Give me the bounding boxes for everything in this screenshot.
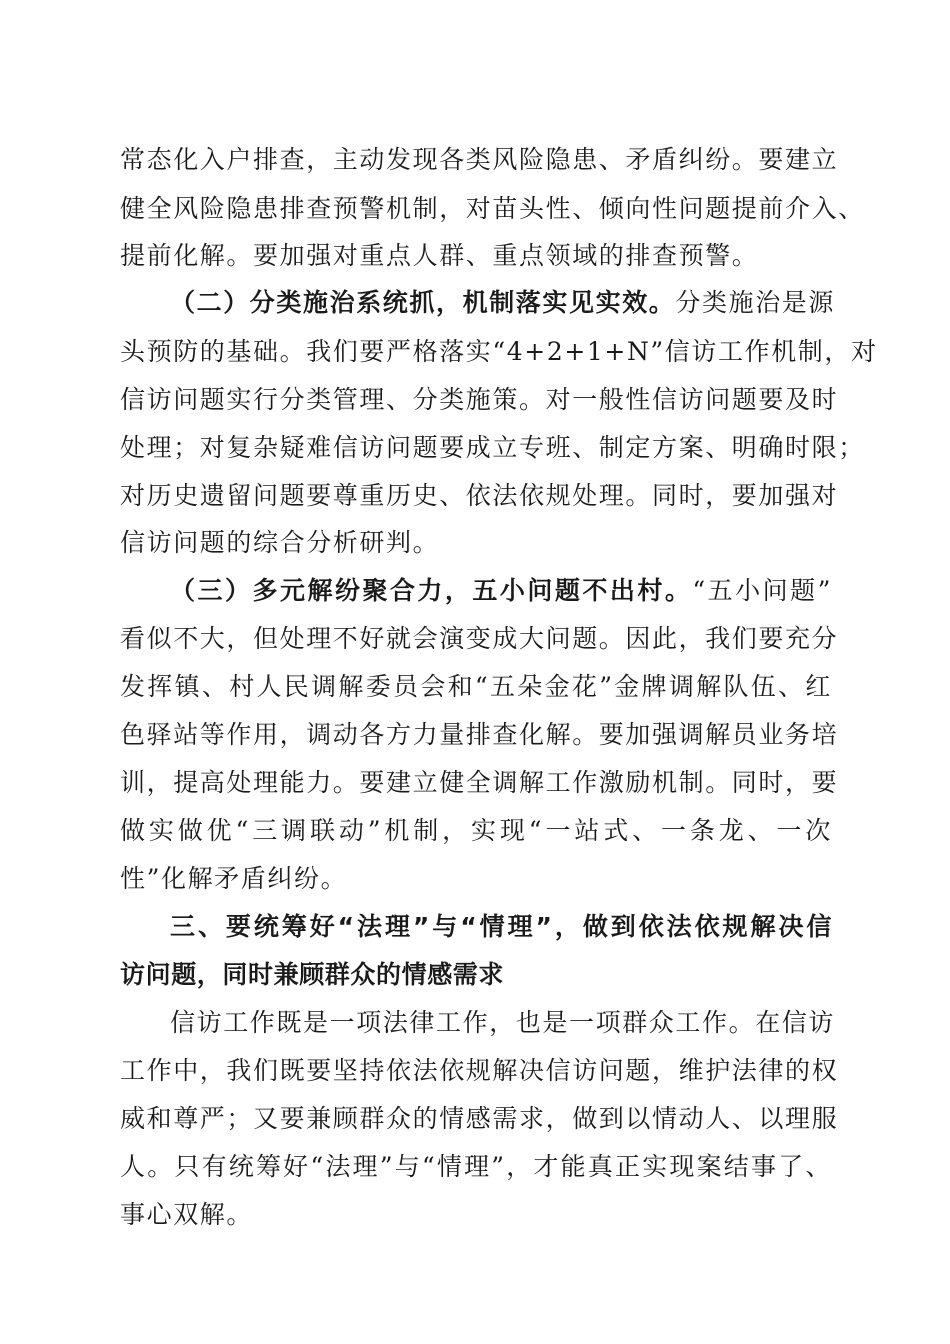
paragraph-3-line-6: 性”化解矛盾纠纷。	[120, 864, 348, 893]
paragraph-4-line-3: 人。只有统筹好“法理”与“情理”，才能真正实现案结事了、	[120, 1152, 832, 1181]
paragraph-3-line-2: 发挥镇、村人民调解委员会和“五朵金花”金牌调解队伍、红	[120, 672, 832, 701]
paragraph-3-line-5: 做实做优“三调联动”机制，实现“一站式、一条龙、一次	[120, 816, 832, 845]
paragraph-2-line-4: 对历史遗留问题要尊重历史、依法依规处理。同时，要加强对	[120, 481, 839, 510]
paragraph-4-line-1: 工作中，我们既要坚持依法依规解决信访问题，维护法律的权	[120, 1056, 839, 1085]
section-3-heading-line-2: 访问题，同时兼顾群众的情感需求	[120, 960, 505, 989]
paragraph-1-line-3: 提前化解。要加强对重点人群、重点领域的排查预警。	[120, 241, 759, 270]
paragraph-3-lead-rest: “五小问题”	[692, 576, 832, 605]
paragraph-1-line-2: 健全风险隐患排查预警机制，对苗头性、倾向性问题提前介入、	[120, 194, 865, 223]
paragraph-1-line-1: 常态化入户排查，主动发现各类风险隐患、矛盾纠纷。要建立	[120, 145, 839, 174]
paragraph-2-line-3: 处理；对复杂疑难信访问题要成立专班、制定方案、明确时限；	[120, 433, 865, 462]
paragraph-2-lead-rest: 分类施治是源	[675, 288, 836, 317]
paragraph-2-line-2: 信访问题实行分类管理、分类施策。对一般性信访问题要及时	[120, 385, 839, 414]
paragraph-3-subheading: （三）多元解纷聚合力，五小问题不出村。	[170, 576, 693, 605]
paragraph-2-lead-line	[170, 283, 836, 323]
paragraph-3-lead-line	[170, 571, 832, 611]
paragraph-4-line-2: 威和尊严；又要兼顾群众的情感需求，做到以情动人、以理服	[120, 1104, 839, 1133]
paragraph-3-line-4: 训，提高处理能力。要建立健全调解工作激励机制。同时，要	[120, 768, 839, 797]
paragraph-3-line-1: 看似不大，但处理不好就会演变成大问题。因此，我们要充分	[120, 624, 839, 653]
paragraph-2-subheading: （二）分类施治系统抓，机制落实见实效。	[170, 288, 676, 317]
section-3-heading-line-1: 三、要统筹好“法理”与“情理”，做到依法依规解决信	[170, 912, 832, 941]
paragraph-4-line-4: 事心双解。	[120, 1200, 254, 1229]
paragraph-2-line-5: 信访问题的综合分析研判。	[120, 528, 440, 557]
paragraph-3-line-3: 色驿站等作用，调动各方力量排查化解。要加强调解员业务培	[120, 720, 839, 749]
paragraph-2-line-1: 头预防的基础。我们要严格落实“4+2+1+N”信访工作机制，对	[120, 337, 878, 366]
paragraph-4-first-line: 信访工作既是一项法律工作，也是一项群众工作。在信访	[170, 1008, 836, 1037]
